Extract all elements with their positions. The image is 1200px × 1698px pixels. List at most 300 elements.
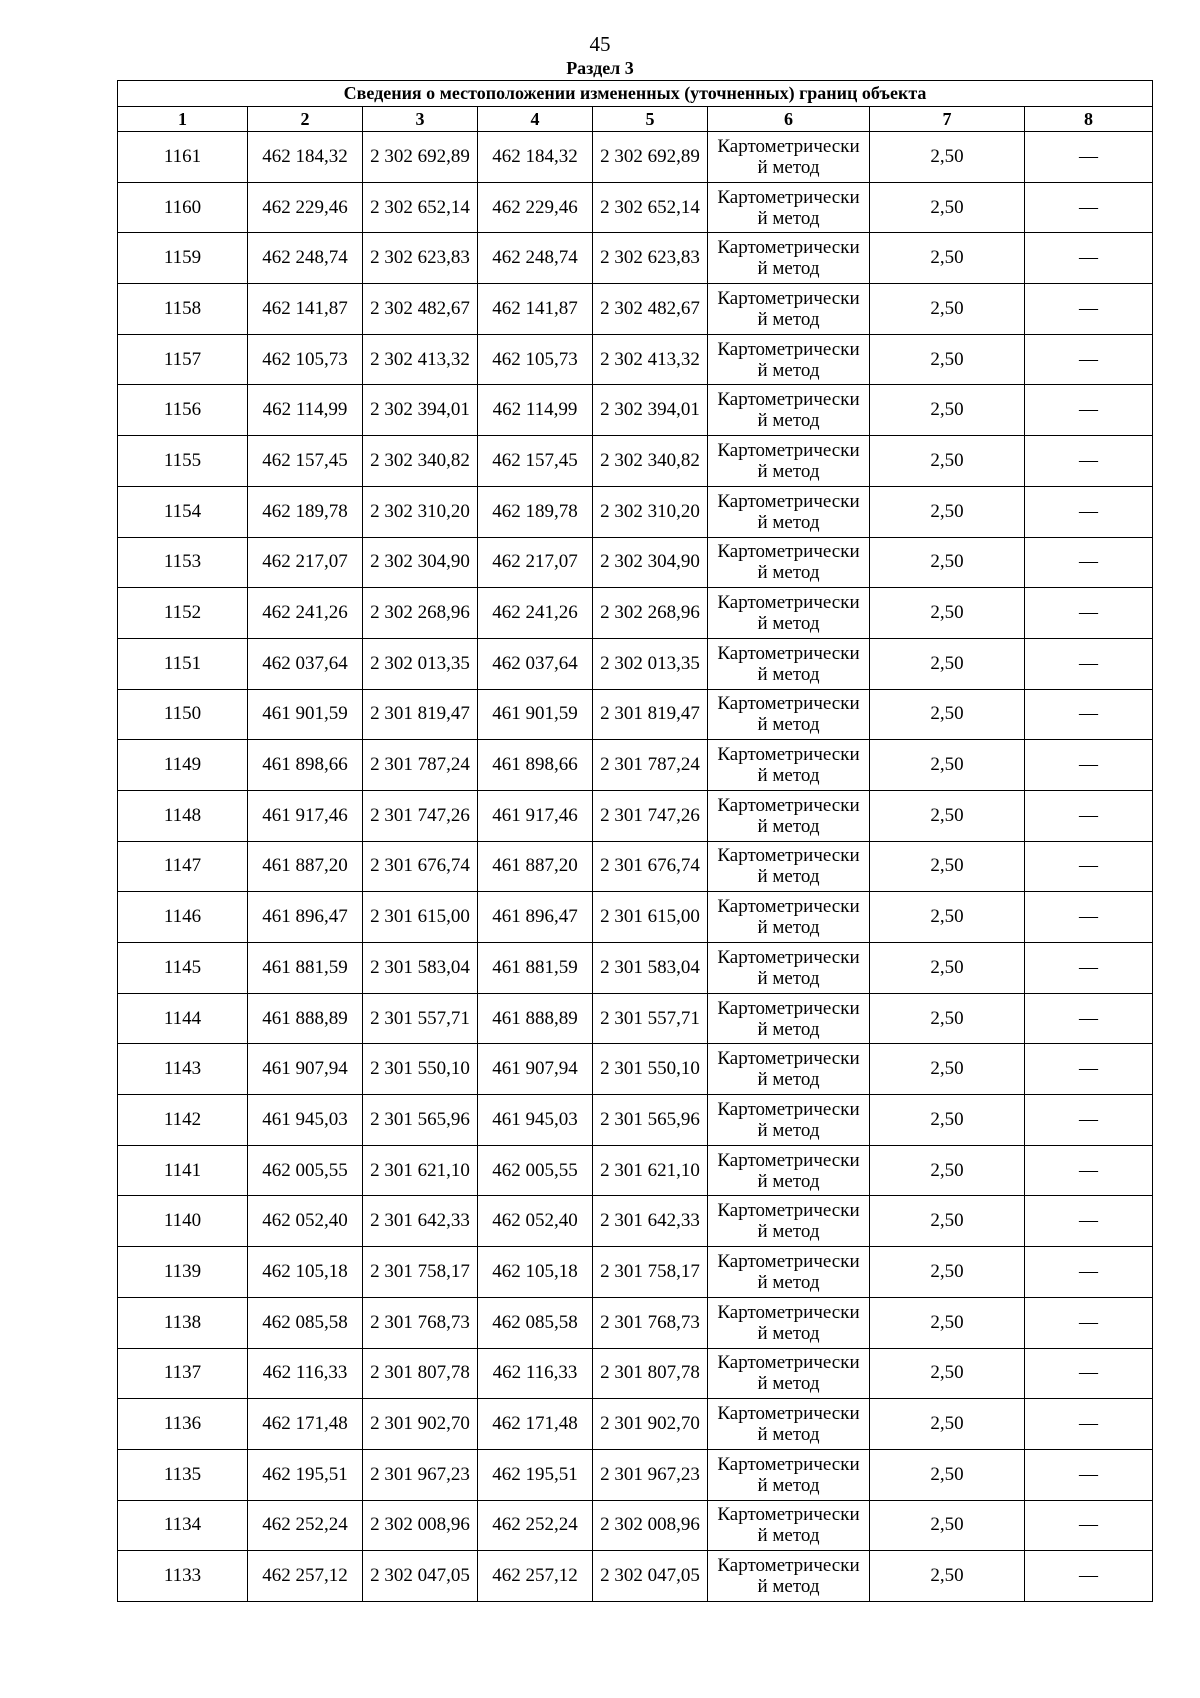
y-old-cell: 2 302 692,89 xyxy=(363,132,478,183)
accuracy-cell: 2,50 xyxy=(870,1399,1025,1450)
point-number-cell: 1155 xyxy=(118,436,248,487)
x-new-cell: 461 896,47 xyxy=(478,892,593,943)
y-old-cell: 2 301 615,00 xyxy=(363,892,478,943)
accuracy-cell: 2,50 xyxy=(870,993,1025,1044)
note-cell: — xyxy=(1025,588,1153,639)
x-old-cell: 462 229,46 xyxy=(248,182,363,233)
point-number-cell: 1134 xyxy=(118,1500,248,1551)
method-cell xyxy=(708,182,870,233)
x-old-cell: 462 114,99 xyxy=(248,385,363,436)
method-line: й метод xyxy=(757,967,820,989)
y-new-cell: 2 301 787,24 xyxy=(593,740,708,791)
method-line: й метод xyxy=(757,815,820,837)
y-old-cell: 2 301 967,23 xyxy=(363,1449,478,1500)
method-line: Картометрически xyxy=(717,1250,860,1272)
table-row xyxy=(118,1399,1153,1450)
x-old-cell: 462 037,64 xyxy=(248,638,363,689)
y-old-cell: 2 301 758,17 xyxy=(363,1247,478,1298)
x-new-cell: 461 907,94 xyxy=(478,1044,593,1095)
method-line: Картометрически xyxy=(717,1555,860,1577)
table-row xyxy=(118,1095,1153,1146)
method-cell xyxy=(708,1095,870,1146)
note-cell: — xyxy=(1025,689,1153,740)
y-new-cell: 2 301 550,10 xyxy=(593,1044,708,1095)
table-row xyxy=(118,1348,1153,1399)
column-header: 7 xyxy=(870,107,1025,132)
y-new-cell: 2 302 013,35 xyxy=(593,638,708,689)
accuracy-cell: 2,50 xyxy=(870,1551,1025,1602)
y-old-cell: 2 302 340,82 xyxy=(363,436,478,487)
point-number-cell: 1158 xyxy=(118,284,248,335)
y-old-cell: 2 301 550,10 xyxy=(363,1044,478,1095)
method-cell xyxy=(708,1145,870,1196)
method-cell xyxy=(708,233,870,284)
method-cell xyxy=(708,436,870,487)
y-old-cell: 2 301 819,47 xyxy=(363,689,478,740)
x-new-cell: 462 105,73 xyxy=(478,334,593,385)
point-number-cell: 1153 xyxy=(118,537,248,588)
y-new-cell: 2 302 340,82 xyxy=(593,436,708,487)
y-new-cell: 2 302 268,96 xyxy=(593,588,708,639)
x-old-cell: 462 189,78 xyxy=(248,486,363,537)
note-cell: — xyxy=(1025,1399,1153,1450)
method-line: Картометрически xyxy=(717,997,860,1019)
accuracy-cell: 2,50 xyxy=(870,182,1025,233)
table-row xyxy=(118,233,1153,284)
accuracy-cell: 2,50 xyxy=(870,334,1025,385)
method-line: й метод xyxy=(757,1576,820,1598)
y-new-cell: 2 301 967,23 xyxy=(593,1449,708,1500)
point-number-cell: 1135 xyxy=(118,1449,248,1500)
method-cell xyxy=(708,740,870,791)
accuracy-cell: 2,50 xyxy=(870,943,1025,994)
point-number-cell: 1149 xyxy=(118,740,248,791)
accuracy-cell: 2,50 xyxy=(870,1500,1025,1551)
table-row xyxy=(118,132,1153,183)
method-line: Картометрически xyxy=(717,1200,860,1222)
method-line: й метод xyxy=(757,1474,820,1496)
point-number-cell: 1139 xyxy=(118,1247,248,1298)
x-new-cell: 462 257,12 xyxy=(478,1551,593,1602)
x-new-cell: 462 114,99 xyxy=(478,385,593,436)
x-old-cell: 462 085,58 xyxy=(248,1297,363,1348)
x-new-cell: 462 052,40 xyxy=(478,1196,593,1247)
method-line: Картометрически xyxy=(717,592,860,614)
column-header: 8 xyxy=(1025,107,1153,132)
point-number-cell: 1157 xyxy=(118,334,248,385)
point-number-cell: 1133 xyxy=(118,1551,248,1602)
x-old-cell: 461 888,89 xyxy=(248,993,363,1044)
x-old-cell: 462 257,12 xyxy=(248,1551,363,1602)
point-number-cell: 1146 xyxy=(118,892,248,943)
y-old-cell: 2 302 047,05 xyxy=(363,1551,478,1602)
method-line: Картометрически xyxy=(717,1149,860,1171)
x-new-cell: 462 229,46 xyxy=(478,182,593,233)
method-line: Картометрически xyxy=(717,896,860,918)
y-new-cell: 2 301 758,17 xyxy=(593,1247,708,1298)
x-new-cell: 462 189,78 xyxy=(478,486,593,537)
x-new-cell: 462 195,51 xyxy=(478,1449,593,1500)
method-line: й метод xyxy=(757,1271,820,1293)
x-new-cell: 462 241,26 xyxy=(478,588,593,639)
method-cell xyxy=(708,284,870,335)
accuracy-cell: 2,50 xyxy=(870,638,1025,689)
x-new-cell: 462 248,74 xyxy=(478,233,593,284)
x-old-cell: 462 248,74 xyxy=(248,233,363,284)
y-old-cell: 2 302 652,14 xyxy=(363,182,478,233)
point-number-cell: 1151 xyxy=(118,638,248,689)
method-cell xyxy=(708,892,870,943)
note-cell: — xyxy=(1025,385,1153,436)
table-row xyxy=(118,182,1153,233)
x-new-cell: 461 945,03 xyxy=(478,1095,593,1146)
x-old-cell: 461 907,94 xyxy=(248,1044,363,1095)
method-cell xyxy=(708,1247,870,1298)
accuracy-cell: 2,50 xyxy=(870,132,1025,183)
x-new-cell: 462 171,48 xyxy=(478,1399,593,1450)
note-cell: — xyxy=(1025,284,1153,335)
x-new-cell: 462 005,55 xyxy=(478,1145,593,1196)
method-line: й метод xyxy=(757,1170,820,1192)
method-line: й метод xyxy=(757,258,820,280)
method-line: Картометрически xyxy=(717,845,860,867)
method-line: Картометрически xyxy=(717,1098,860,1120)
method-line: й метод xyxy=(757,1525,820,1547)
point-number-cell: 1144 xyxy=(118,993,248,1044)
accuracy-cell: 2,50 xyxy=(870,1196,1025,1247)
note-cell: — xyxy=(1025,537,1153,588)
accuracy-cell: 2,50 xyxy=(870,537,1025,588)
table-row xyxy=(118,1145,1153,1196)
accuracy-cell: 2,50 xyxy=(870,1247,1025,1298)
note-cell: — xyxy=(1025,233,1153,284)
table-row xyxy=(118,740,1153,791)
note-cell: — xyxy=(1025,1095,1153,1146)
note-cell: — xyxy=(1025,1297,1153,1348)
table-row xyxy=(118,1449,1153,1500)
note-cell: — xyxy=(1025,841,1153,892)
y-old-cell: 2 301 787,24 xyxy=(363,740,478,791)
x-old-cell: 462 005,55 xyxy=(248,1145,363,1196)
method-line: Картометрически xyxy=(717,389,860,411)
point-number-cell: 1154 xyxy=(118,486,248,537)
x-old-cell: 462 252,24 xyxy=(248,1500,363,1551)
page-number: 45 xyxy=(589,32,611,56)
y-new-cell: 2 302 310,20 xyxy=(593,486,708,537)
y-new-cell: 2 302 652,14 xyxy=(593,182,708,233)
y-new-cell: 2 302 623,83 xyxy=(593,233,708,284)
boundary-coordinates-table xyxy=(117,80,1153,1602)
x-old-cell: 462 195,51 xyxy=(248,1449,363,1500)
point-number-cell: 1147 xyxy=(118,841,248,892)
table-row xyxy=(118,638,1153,689)
method-cell xyxy=(708,132,870,183)
x-old-cell: 462 184,32 xyxy=(248,132,363,183)
table-row xyxy=(118,486,1153,537)
table-row xyxy=(118,689,1153,740)
x-new-cell: 461 888,89 xyxy=(478,993,593,1044)
point-number-cell: 1141 xyxy=(118,1145,248,1196)
method-cell xyxy=(708,790,870,841)
method-line: Картометрически xyxy=(717,1403,860,1425)
y-new-cell: 2 301 819,47 xyxy=(593,689,708,740)
method-line: й метод xyxy=(757,359,820,381)
note-cell: — xyxy=(1025,334,1153,385)
method-cell xyxy=(708,537,870,588)
table-row xyxy=(118,436,1153,487)
y-old-cell: 2 301 768,73 xyxy=(363,1297,478,1348)
y-new-cell: 2 302 482,67 xyxy=(593,284,708,335)
x-old-cell: 461 917,46 xyxy=(248,790,363,841)
y-old-cell: 2 301 747,26 xyxy=(363,790,478,841)
x-old-cell: 462 217,07 xyxy=(248,537,363,588)
note-cell: — xyxy=(1025,1500,1153,1551)
point-number-cell: 1136 xyxy=(118,1399,248,1450)
y-new-cell: 2 301 615,00 xyxy=(593,892,708,943)
y-old-cell: 2 302 310,20 xyxy=(363,486,478,537)
accuracy-cell: 2,50 xyxy=(870,790,1025,841)
note-cell: — xyxy=(1025,1551,1153,1602)
y-old-cell: 2 301 807,78 xyxy=(363,1348,478,1399)
table-row xyxy=(118,588,1153,639)
table-row xyxy=(118,790,1153,841)
note-cell: — xyxy=(1025,740,1153,791)
y-new-cell: 2 301 583,04 xyxy=(593,943,708,994)
y-new-cell: 2 302 394,01 xyxy=(593,385,708,436)
method-line: Картометрически xyxy=(717,1504,860,1526)
x-old-cell: 462 116,33 xyxy=(248,1348,363,1399)
method-cell xyxy=(708,1500,870,1551)
method-line: й метод xyxy=(757,1424,820,1446)
x-old-cell: 462 141,87 xyxy=(248,284,363,335)
point-number-cell: 1160 xyxy=(118,182,248,233)
method-line: Картометрически xyxy=(717,642,860,664)
method-line: й метод xyxy=(757,308,820,330)
note-cell: — xyxy=(1025,1247,1153,1298)
table-row xyxy=(118,1500,1153,1551)
accuracy-cell: 2,50 xyxy=(870,1095,1025,1146)
y-old-cell: 2 301 557,71 xyxy=(363,993,478,1044)
accuracy-cell: 2,50 xyxy=(870,486,1025,537)
method-cell xyxy=(708,689,870,740)
table-row xyxy=(118,841,1153,892)
method-line: й метод xyxy=(757,511,820,533)
table-body xyxy=(118,132,1153,1602)
note-cell: — xyxy=(1025,1449,1153,1500)
y-new-cell: 2 301 621,10 xyxy=(593,1145,708,1196)
x-old-cell: 461 887,20 xyxy=(248,841,363,892)
column-header: 3 xyxy=(363,107,478,132)
x-new-cell: 462 037,64 xyxy=(478,638,593,689)
x-old-cell: 462 052,40 xyxy=(248,1196,363,1247)
x-new-cell: 461 901,59 xyxy=(478,689,593,740)
accuracy-cell: 2,50 xyxy=(870,689,1025,740)
method-cell xyxy=(708,638,870,689)
method-line: й метод xyxy=(757,866,820,888)
y-old-cell: 2 302 268,96 xyxy=(363,588,478,639)
y-old-cell: 2 302 304,90 xyxy=(363,537,478,588)
x-old-cell: 462 241,26 xyxy=(248,588,363,639)
accuracy-cell: 2,50 xyxy=(870,1145,1025,1196)
note-cell: — xyxy=(1025,1044,1153,1095)
table-row xyxy=(118,943,1153,994)
x-new-cell: 462 157,45 xyxy=(478,436,593,487)
point-number-cell: 1140 xyxy=(118,1196,248,1247)
x-new-cell: 462 141,87 xyxy=(478,284,593,335)
table-row xyxy=(118,537,1153,588)
note-cell: — xyxy=(1025,1348,1153,1399)
table-row xyxy=(118,993,1153,1044)
method-line: й метод xyxy=(757,460,820,482)
y-old-cell: 2 301 642,33 xyxy=(363,1196,478,1247)
method-line: й метод xyxy=(757,562,820,584)
method-line: Картометрически xyxy=(717,794,860,816)
y-old-cell: 2 301 565,96 xyxy=(363,1095,478,1146)
accuracy-cell: 2,50 xyxy=(870,1297,1025,1348)
x-new-cell: 462 116,33 xyxy=(478,1348,593,1399)
accuracy-cell: 2,50 xyxy=(870,740,1025,791)
method-line: Картометрически xyxy=(717,186,860,208)
column-header: 1 xyxy=(118,107,248,132)
y-new-cell: 2 301 768,73 xyxy=(593,1297,708,1348)
y-old-cell: 2 301 902,70 xyxy=(363,1399,478,1450)
x-old-cell: 462 105,18 xyxy=(248,1247,363,1298)
x-old-cell: 461 898,66 xyxy=(248,740,363,791)
accuracy-cell: 2,50 xyxy=(870,1044,1025,1095)
method-cell xyxy=(708,943,870,994)
accuracy-cell: 2,50 xyxy=(870,385,1025,436)
method-line: й метод xyxy=(757,1221,820,1243)
y-new-cell: 2 301 807,78 xyxy=(593,1348,708,1399)
method-line: Картометрически xyxy=(717,439,860,461)
point-number-cell: 1143 xyxy=(118,1044,248,1095)
method-line: Картометрически xyxy=(717,541,860,563)
y-new-cell: 2 301 642,33 xyxy=(593,1196,708,1247)
column-header: 2 xyxy=(248,107,363,132)
point-number-cell: 1145 xyxy=(118,943,248,994)
point-number-cell: 1161 xyxy=(118,132,248,183)
method-cell xyxy=(708,486,870,537)
table-row xyxy=(118,385,1153,436)
table-row xyxy=(118,1551,1153,1602)
method-cell xyxy=(708,1449,870,1500)
y-old-cell: 2 302 394,01 xyxy=(363,385,478,436)
note-cell: — xyxy=(1025,486,1153,537)
table-row xyxy=(118,1044,1153,1095)
x-new-cell: 462 105,18 xyxy=(478,1247,593,1298)
x-new-cell: 462 217,07 xyxy=(478,537,593,588)
note-cell: — xyxy=(1025,1196,1153,1247)
y-new-cell: 2 301 902,70 xyxy=(593,1399,708,1450)
accuracy-cell: 2,50 xyxy=(870,284,1025,335)
method-line: й метод xyxy=(757,613,820,635)
x-old-cell: 462 171,48 xyxy=(248,1399,363,1450)
accuracy-cell: 2,50 xyxy=(870,892,1025,943)
table-row xyxy=(118,334,1153,385)
y-new-cell: 2 302 304,90 xyxy=(593,537,708,588)
y-new-cell: 2 301 747,26 xyxy=(593,790,708,841)
method-line: й метод xyxy=(757,714,820,736)
method-line: Картометрически xyxy=(717,338,860,360)
x-old-cell: 461 945,03 xyxy=(248,1095,363,1146)
table-row xyxy=(118,1247,1153,1298)
method-line: й метод xyxy=(757,156,820,178)
point-number-cell: 1137 xyxy=(118,1348,248,1399)
y-old-cell: 2 302 623,83 xyxy=(363,233,478,284)
y-new-cell: 2 301 676,74 xyxy=(593,841,708,892)
method-line: й метод xyxy=(757,765,820,787)
x-old-cell: 461 881,59 xyxy=(248,943,363,994)
x-new-cell: 462 184,32 xyxy=(478,132,593,183)
y-old-cell: 2 301 676,74 xyxy=(363,841,478,892)
note-cell: — xyxy=(1025,892,1153,943)
method-line: й метод xyxy=(757,1018,820,1040)
table-row xyxy=(118,284,1153,335)
method-line: Картометрически xyxy=(717,287,860,309)
note-cell: — xyxy=(1025,182,1153,233)
y-new-cell: 2 302 047,05 xyxy=(593,1551,708,1602)
method-line: Картометрически xyxy=(717,744,860,766)
method-cell xyxy=(708,1551,870,1602)
point-number-cell: 1156 xyxy=(118,385,248,436)
accuracy-cell: 2,50 xyxy=(870,233,1025,284)
y-new-cell: 2 301 565,96 xyxy=(593,1095,708,1146)
x-old-cell: 461 901,59 xyxy=(248,689,363,740)
note-cell: — xyxy=(1025,132,1153,183)
x-new-cell: 462 252,24 xyxy=(478,1500,593,1551)
method-line: Картометрически xyxy=(717,1453,860,1475)
column-header: 4 xyxy=(478,107,593,132)
method-cell xyxy=(708,993,870,1044)
x-old-cell: 462 105,73 xyxy=(248,334,363,385)
point-number-cell: 1150 xyxy=(118,689,248,740)
accuracy-cell: 2,50 xyxy=(870,1449,1025,1500)
method-line: Картометрически xyxy=(717,490,860,512)
y-new-cell: 2 302 008,96 xyxy=(593,1500,708,1551)
method-line: й метод xyxy=(757,207,820,229)
y-old-cell: 2 302 008,96 xyxy=(363,1500,478,1551)
note-cell: — xyxy=(1025,790,1153,841)
method-line: й метод xyxy=(757,917,820,939)
x-new-cell: 461 898,66 xyxy=(478,740,593,791)
method-line: Картометрически xyxy=(717,1352,860,1374)
method-line: Картометрически xyxy=(717,1048,860,1070)
note-cell: — xyxy=(1025,638,1153,689)
method-cell xyxy=(708,1348,870,1399)
x-new-cell: 461 917,46 xyxy=(478,790,593,841)
x-new-cell: 461 881,59 xyxy=(478,943,593,994)
method-cell xyxy=(708,334,870,385)
table-caption: Сведения о местоположении измененных (уточненных) границ объекта xyxy=(118,81,1153,107)
method-line: й метод xyxy=(757,1373,820,1395)
section-title: Раздел 3 xyxy=(566,58,634,78)
x-new-cell: 461 887,20 xyxy=(478,841,593,892)
note-cell: — xyxy=(1025,1145,1153,1196)
method-line: Картометрически xyxy=(717,1301,860,1323)
accuracy-cell: 2,50 xyxy=(870,588,1025,639)
x-old-cell: 461 896,47 xyxy=(248,892,363,943)
method-cell xyxy=(708,1196,870,1247)
point-number-cell: 1152 xyxy=(118,588,248,639)
method-line: й метод xyxy=(757,410,820,432)
method-line: Картометрически xyxy=(717,693,860,715)
method-line: й метод xyxy=(757,1069,820,1091)
method-cell xyxy=(708,385,870,436)
method-line: Картометрически xyxy=(717,237,860,259)
method-cell xyxy=(708,841,870,892)
table-row xyxy=(118,1196,1153,1247)
x-new-cell: 462 085,58 xyxy=(478,1297,593,1348)
